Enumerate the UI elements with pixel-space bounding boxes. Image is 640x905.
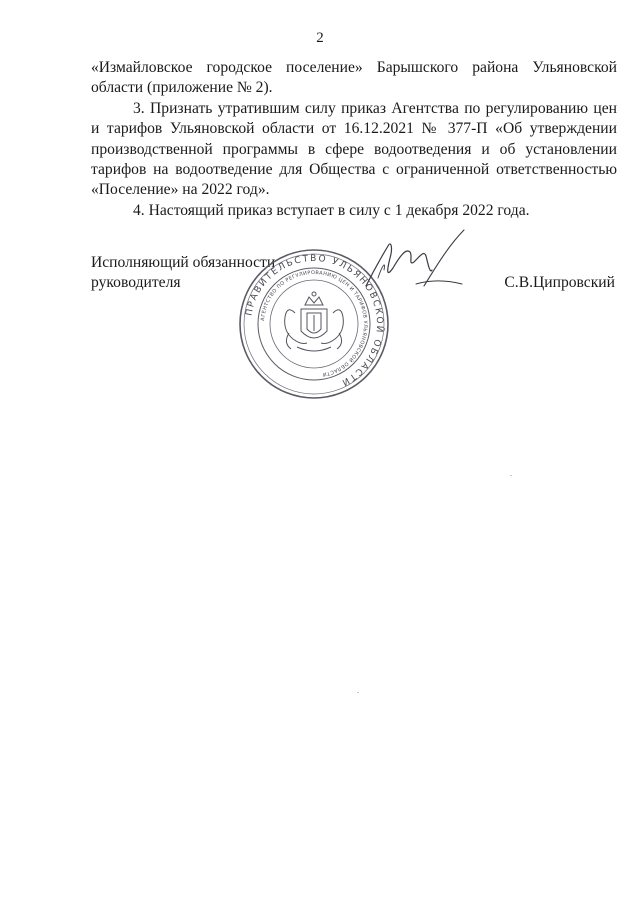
signer-position-line-2: руководителя [91, 274, 181, 291]
coat-of-arms-icon [285, 292, 344, 351]
seal-outer-text: ПРАВИТЕЛЬСТВО УЛЬЯНОВСКОЙ ОБЛАСТИ [244, 253, 385, 388]
signer-position-line-1: Исполняющий обязанности [91, 254, 276, 271]
scan-speck [510, 475, 512, 476]
document-body [91, 58, 617, 221]
page-number: 2 [316, 30, 324, 46]
handwritten-signature [360, 226, 480, 296]
seal-inner-text: АГЕНТСТВО ПО РЕГУЛИРОВАНИЮ ЦЕН И ТАРИФОВ УЛЬЯНОВСКОЙ ОБЛАСТИ [260, 269, 369, 378]
signer-name: С.В.Ципровский [504, 274, 615, 291]
scan-speck [357, 692, 359, 693]
paragraph-item-3: 3. Признать утратившим силу приказ Агентства по регулированию цен и тарифов Ульяновской области от 16.12.2021 № 377-П «Об утверждении производственной программы в сфере водоотведения и об установлении тарифов на водоотведение для Общества с ограниченной ответственностью «Поселение» на 2022 год». [91, 99, 617, 199]
paragraph-item-4: 4. Настоящий приказ вступает в силу с 1 декабря 2022 года. [133, 201, 530, 219]
paragraph-continuation: «Измайловское городское поселение» Барышского района Ульяновской области (приложение № 2). [91, 59, 617, 97]
